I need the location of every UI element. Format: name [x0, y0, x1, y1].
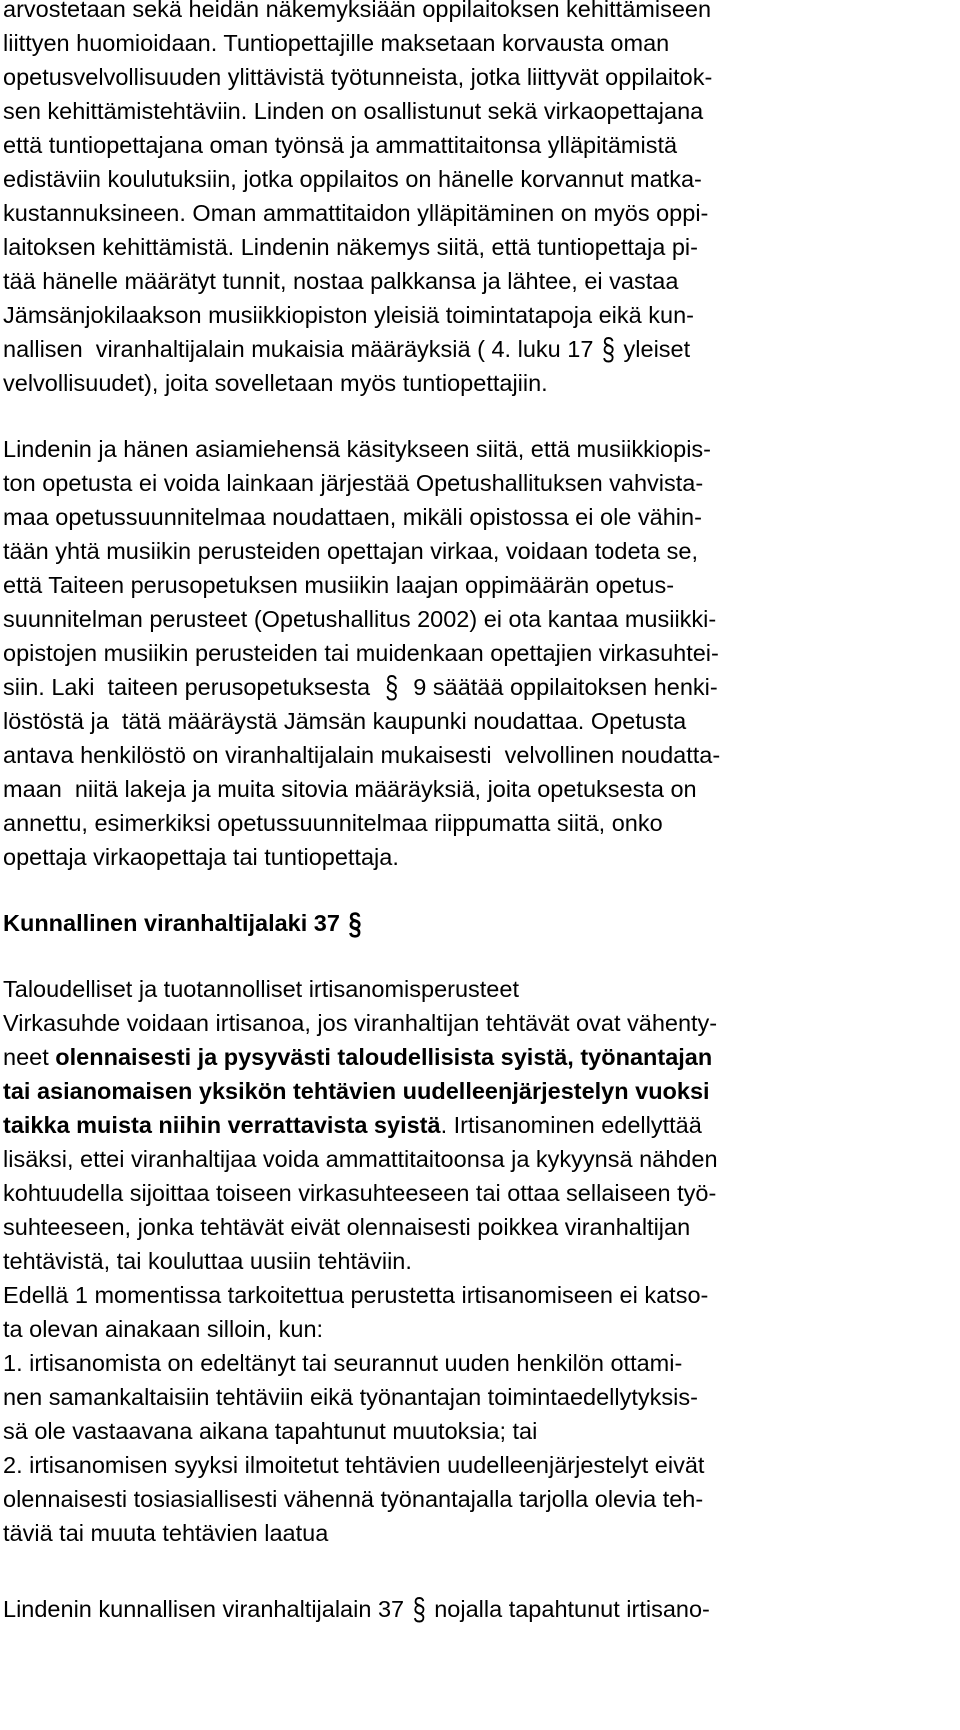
section-sign: § — [601, 331, 615, 367]
list-item-continuation: olennaisesti tosiasiallisesti vähennä työnantajalla tarjolla olevia teh- — [3, 1486, 704, 1512]
text-line: arvostetaan sekä heidän näkemyksiään oppilaitoksen kehittämiseen — [3, 0, 712, 22]
text-line: opistojen musiikin perusteiden tai muidenkaan opettajien virkasuhtei- — [3, 640, 719, 666]
text-line: tää hänelle määrätyt tunnit, nostaa palkkansa ja lähtee, ei vastaa — [3, 268, 679, 294]
text-line — [3, 1591, 710, 1627]
text-line: suunnitelman perusteet (Opetushallitus 2002) ei ota kantaa musiikki- — [3, 606, 717, 632]
text-line — [3, 669, 718, 705]
text-line — [3, 1042, 712, 1072]
text-line: maan niitä lakeja ja muita sitovia määräyksiä, joita opetuksesta on — [3, 776, 697, 802]
text-line: kohtuudella sijoittaa toiseen virkasuhteeseen tai ottaa sellaiseen työ- — [3, 1180, 717, 1206]
text-span: neet — [3, 1044, 56, 1070]
text-line: velvollisuudet), joita sovelletaan myös tuntiopettajiin. — [3, 370, 548, 396]
text-line: maa opetussuunnitelmaa noudattaen, mikäli opistossa ei ole vähin- — [3, 504, 702, 530]
text-span: 9 säätää oppilaitoksen henki- — [400, 674, 718, 700]
text-line: tään yhtä musiikin perusteiden opettajan virkaa, voidaan todeta se, — [3, 538, 698, 564]
section-heading — [3, 905, 364, 941]
text-line: opetusvelvollisuuden ylittävistä työtunneista, jotka liittyvät oppilaitok- — [3, 64, 713, 90]
text-line: tehtävistä, tai kouluttaa uusiin tehtäviin. — [3, 1248, 412, 1274]
text-line: opettaja virkaopettaja tai tuntiopettaja. — [3, 844, 399, 870]
text-line: liittyen huomioidaan. Tuntiopettajille maksetaan korvausta oman — [3, 30, 670, 56]
text-span: nallisen viranhaltijalain mukaisia määräyksiä ( 4. luku 17 — [3, 336, 600, 362]
section-sign: § — [348, 905, 362, 941]
list-item-continuation: nen samankaltaisiin tehtäviin eikä työnantajan toimintaedellytyksis- — [3, 1384, 698, 1410]
text-line: ta olevan ainakaan silloin, kun: — [3, 1316, 324, 1342]
bold-text: taikka muista niihin verrattavista syistä — [3, 1112, 441, 1138]
text-line: sen kehittämistehtäviin. Linden on osallistunut sekä virkaopettajana — [3, 98, 704, 124]
text-line: kustannuksineen. Oman ammattitaidon ylläpitäminen on myös oppi- — [3, 200, 709, 226]
text-line — [3, 1110, 702, 1140]
section-sign: § — [412, 1591, 426, 1627]
text-line: Lindenin ja hänen asiamiehensä käsitykseen siitä, että musiikkiopis- — [3, 436, 711, 462]
text-line: Edellä 1 momentissa tarkoitettua perustetta irtisanomiseen ei katso- — [3, 1282, 709, 1308]
text-line: Virkasuhde voidaan irtisanoa, jos viranhaltijan tehtävät ovat vähenty- — [3, 1010, 718, 1036]
text-line: laitoksen kehittämistä. Lindenin näkemys siitä, että tuntiopettaja pi- — [3, 234, 698, 260]
list-item-continuation: sä ole vastaavana aikana tapahtunut muutoksia; tai — [3, 1418, 538, 1444]
text-line: annettu, esimerkiksi opetussuunnitelmaa riippumatta siitä, onko — [3, 810, 663, 836]
section-sign: § — [385, 669, 399, 705]
text-line: tai asianomaisen yksikön tehtävien uudelleenjärjestelyn vuoksi — [3, 1078, 710, 1104]
text-line: edistäviin koulutuksiin, jotka oppilaitos on hänelle korvannut matka- — [3, 166, 702, 192]
list-item: 2. irtisanomisen syyksi ilmoitetut tehtävien uudelleenjärjestelyt eivät — [3, 1452, 705, 1478]
bold-text: olennaisesti ja pysyvästi taloudellisista syistä, työnantajan — [55, 1044, 713, 1070]
text-line: lisäksi, ettei viranhaltijaa voida ammattitaitoonsa ja kykyynsä nähden — [3, 1146, 718, 1172]
text-line: että tuntiopettajana oman työnsä ja ammattitaitonsa ylläpitämistä — [3, 132, 678, 158]
text-line — [3, 331, 691, 367]
heading-text: Kunnallinen viranhaltijalaki 37 — [3, 910, 347, 936]
subheading: Taloudelliset ja tuotannolliset irtisanomisperusteet — [3, 976, 519, 1002]
text-line: antava henkilöstö on viranhaltijalain mukaisesti velvollinen noudatta- — [3, 742, 721, 768]
text-line: suhteeseen, jonka tehtävät eivät olennaisesti poikkea viranhaltijan — [3, 1214, 691, 1240]
text-span: siin. Laki taiteen perusopetuksesta — [3, 674, 384, 700]
list-item-continuation: täviä tai muuta tehtävien laatua — [3, 1520, 329, 1546]
text-line: Jämsänjokilaakson musiikkiopiston yleisiä toimintatapoja eikä kun- — [3, 302, 694, 328]
text-span: . Irtisanominen edellyttää — [440, 1112, 702, 1138]
text-span: nojalla tapahtunut irtisano- — [427, 1596, 710, 1622]
text-line: löstöstä ja tätä määräystä Jämsän kaupunki noudattaa. Opetusta — [3, 708, 687, 734]
text-span: yleiset — [617, 336, 691, 362]
text-line: ton opetusta ei voida lainkaan järjestää Opetushallituksen vahvista- — [3, 470, 704, 496]
text-span: Lindenin kunnallisen viranhaltijalain 37 — [3, 1596, 411, 1622]
text-line: että Taiteen perusopetuksen musiikin laajan oppimäärän opetus- — [3, 572, 675, 598]
list-item: 1. irtisanomista on edeltänyt tai seurannut uuden henkilön ottami- — [3, 1350, 683, 1376]
